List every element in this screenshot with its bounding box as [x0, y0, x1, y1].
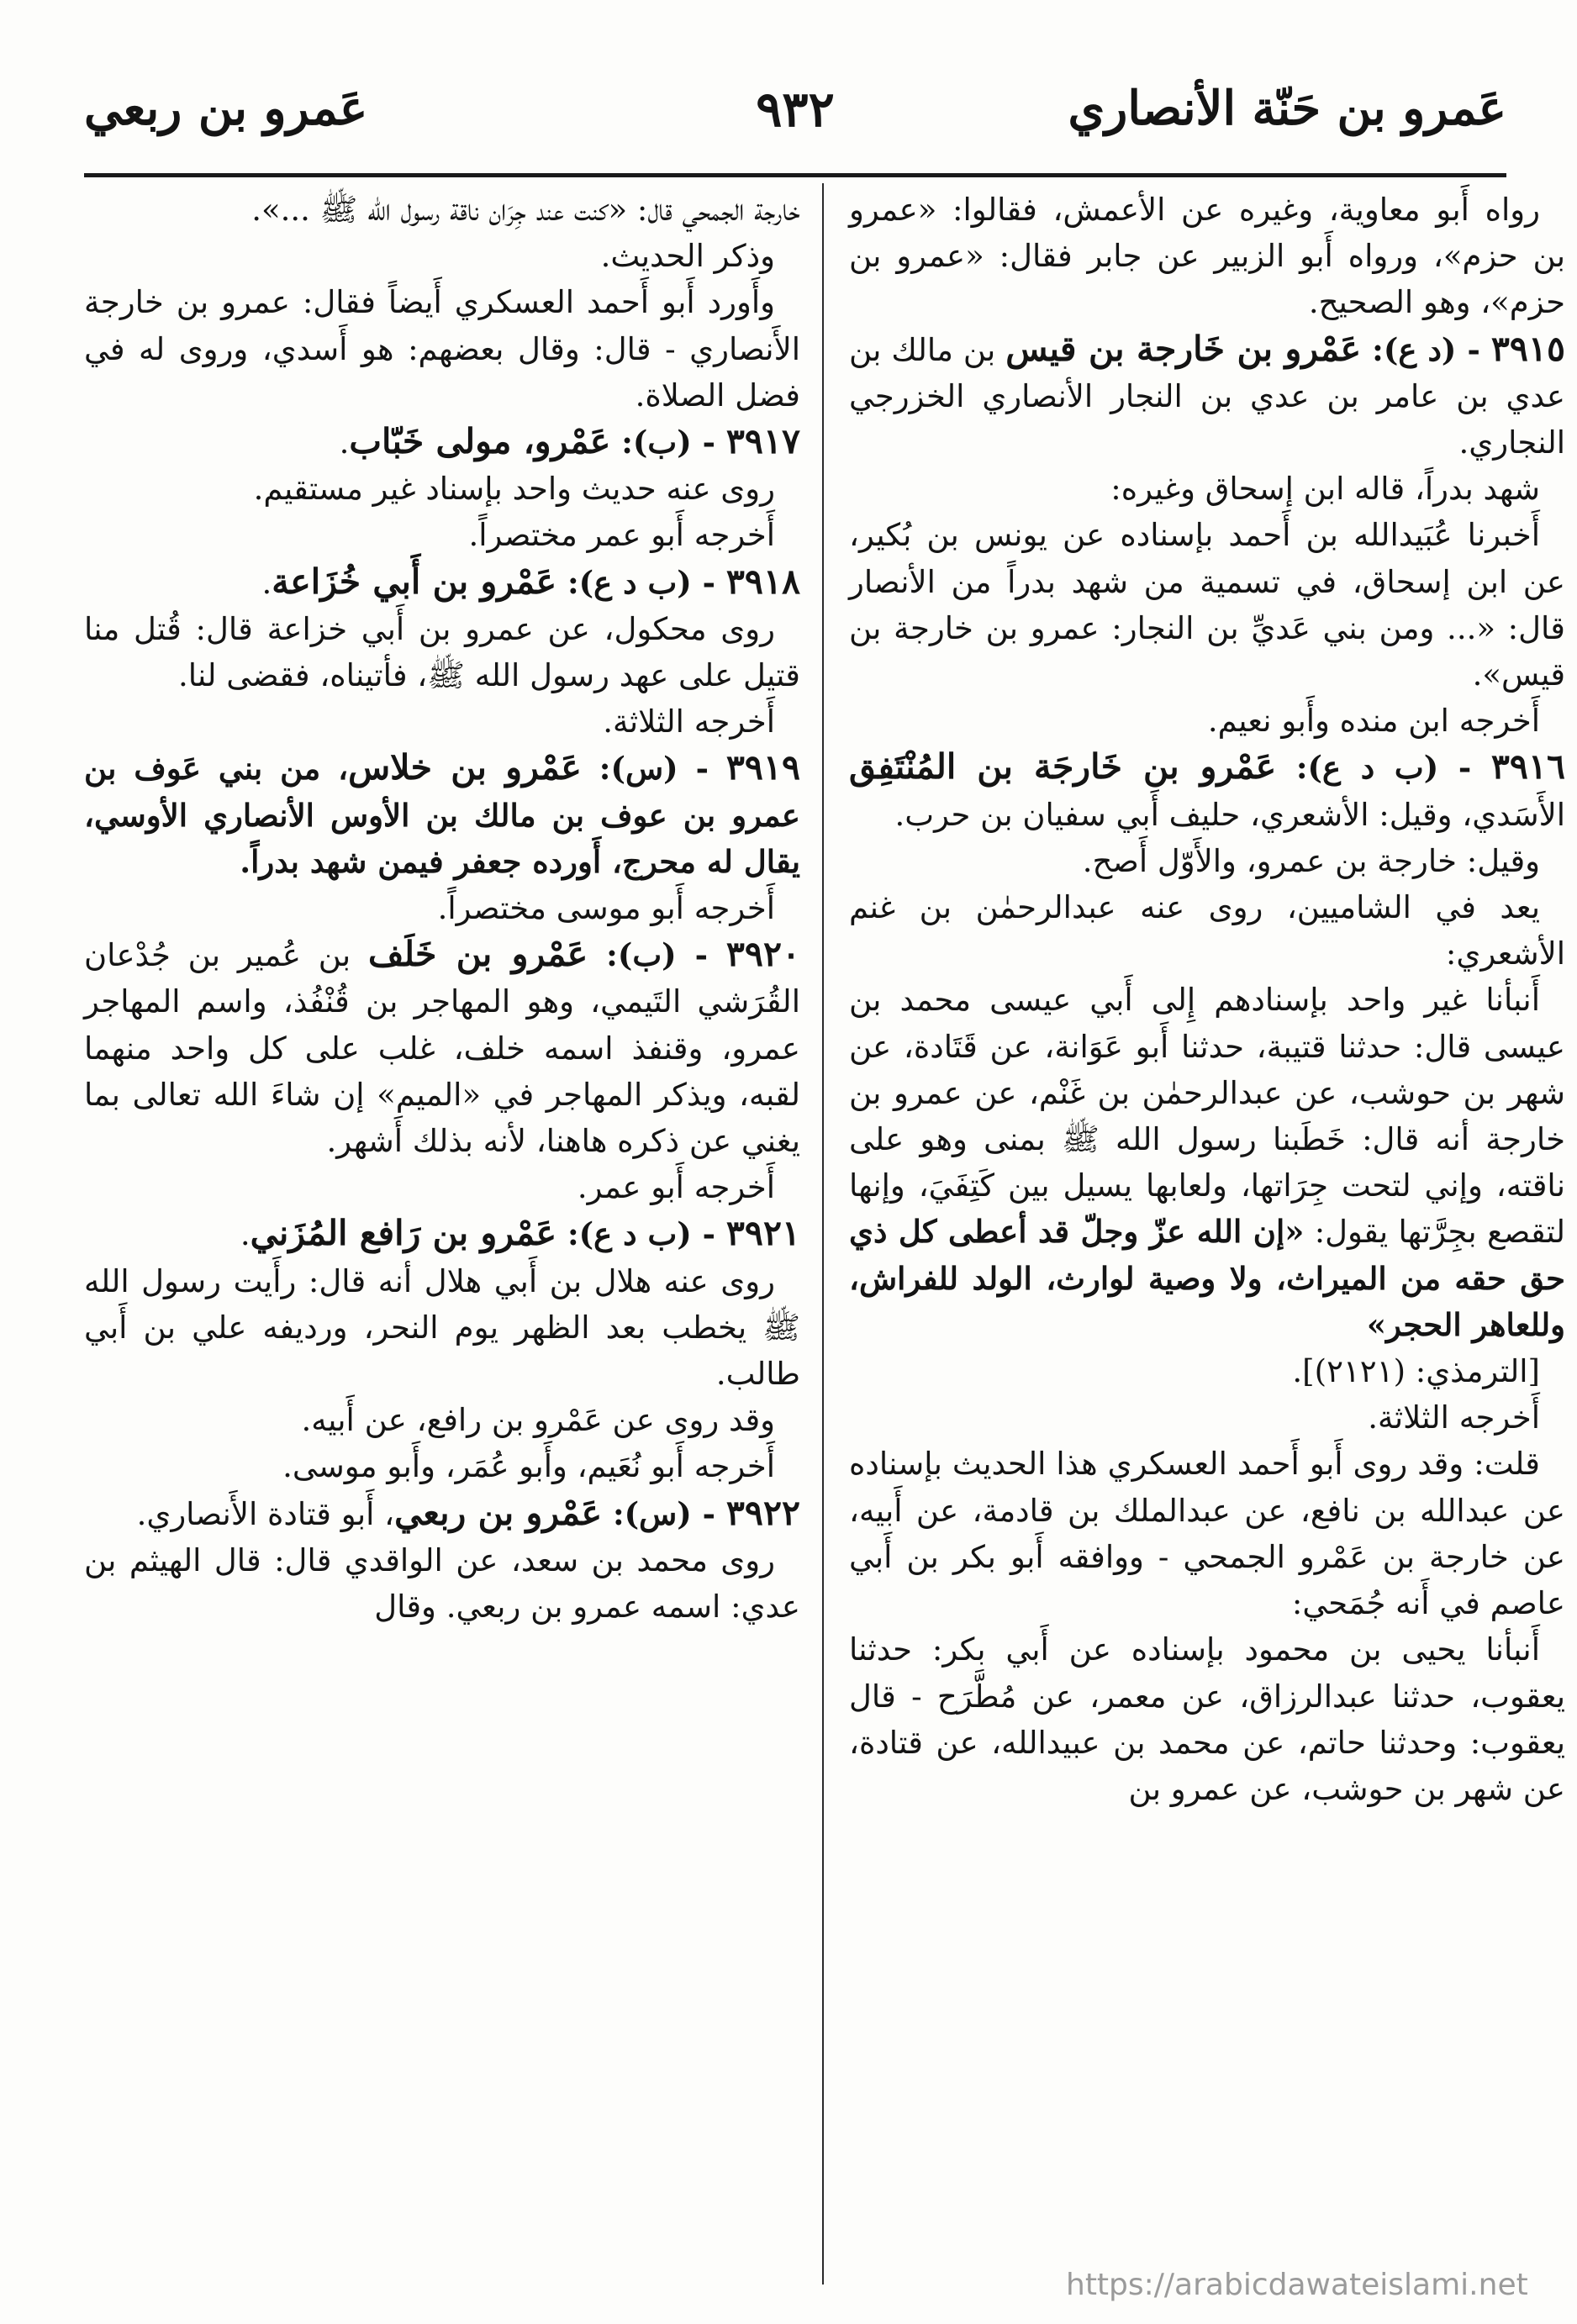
entry-name: عَمْرو بن أَبي خُزَاعة — [272, 561, 557, 602]
paragraph: شهد بدراً، قاله ابن إسحاق وغيره: — [1110, 471, 1540, 508]
entry-text: ، من بني عَوف بن عمرو بن عوف بن مالك بن الأوس الأنصاري الأوسي، يقال له محرج، أَورده جعفر فيمن شهد بدراً. — [84, 750, 800, 880]
entry-name: عَمْرو بن خَارجة بن قيس — [1005, 328, 1362, 369]
entry-tag: - (س): — [581, 750, 726, 788]
paragraph: روى عنه حديث واحد بإسناد غير مستقيم. — [253, 471, 775, 508]
entry-tag: - (ب): — [610, 424, 726, 461]
entry-tag: - (د ع): — [1361, 330, 1491, 368]
paragraph: يعد في الشاميين، روى عنه عبدالرحمٰن بن غنم الأشعري: — [849, 889, 1565, 972]
entry-3921 — [84, 1210, 800, 1257]
paragraph: خارجة الجمحي قال: «كنت عند جِرَان ناقة رسول الله ﷺ ...». — [251, 192, 800, 228]
column-divider — [822, 183, 824, 2284]
paragraph: قلت: وقد روى أَبو أَحمد العسكري هذا الحديث بإسناده عن عبدالله بن نافع، عن عبدالملك بن قادمة، عن أَبيه، عن خارجة بن عَمْرو الجمحي - ووافقه أَبو بكر بن أَبي عاصم في أَنه جُمَحي: — [849, 1446, 1565, 1622]
entry-number: ٣٩١٧ — [725, 421, 800, 462]
entry-text: . — [261, 564, 272, 601]
entry-text: الأَسَدي، وقيل: الأشعري، حليف أَبي سفيان بن حرب. — [894, 796, 1565, 833]
entry-number: ٣٩١٦ — [1490, 746, 1565, 788]
header-rule — [84, 173, 1506, 177]
entry-tag: - (ب د ع): — [556, 563, 726, 601]
hadith-paragraph — [849, 977, 1565, 1348]
paragraph: رواه أَبو معاوية، وغيره عن الأعمش، فقالوا: «عمرو بن حزم»، ورواه أَبو الزبير عن جابر فقال: «عمرو بن حزم»، وهو الصحيح. — [849, 192, 1565, 321]
watermark-url: https://arabicdawateislami.net — [1066, 2268, 1528, 2302]
entry-3918 — [84, 559, 800, 606]
paragraph: وأَورد أَبو أَحمد العسكري أَيضاً فقال: عمرو بن خارجة الأَنصاري - قال: وقال بعضهم: هو أَسدي، وروى له في فضل الصلاة. — [84, 284, 800, 414]
entry-name: عَمْرو بن رَافع المُزَني — [250, 1213, 557, 1254]
entry-tag: - (ب د ع): — [1276, 749, 1491, 787]
page-header — [84, 66, 1506, 158]
entry-name: عَمْرو بن خلاس — [348, 747, 582, 788]
entry-3922 — [84, 1490, 800, 1537]
entry-name: عَمْرو، مولى خَبّاب — [349, 421, 611, 462]
entry-number: ٣٩١٨ — [725, 561, 800, 602]
entry-3919 — [84, 745, 800, 885]
entry-name: عَمْرو بن خَارجَة بن المُنْتَفِق — [849, 746, 1277, 788]
paragraph: أَخرجه أَبو عمر مختصراً. — [468, 517, 775, 554]
entry-3917 — [84, 419, 800, 466]
paragraph: وذكر الحديث. — [600, 238, 775, 275]
entry-number: ٣٩٢٠ — [725, 934, 800, 975]
hadith-text: «إن الله عزّ وجلّ قد أعطى كل ذي حق حقه من الميراث، ولا وصية لوارث، الولد للفراش، وللعاهر الحجر» — [849, 1213, 1565, 1343]
paragraph: روى محمد بن سعد، عن الواقدي قال: قال الهيثم بن عدي: اسمه عمرو بن ربعي. وقال — [84, 1541, 800, 1626]
paragraph: أَخرجه أَبو عمر. — [577, 1169, 775, 1206]
paragraph: أَخرجه ابن منده وأَبو نعيم. — [1207, 703, 1540, 740]
paragraph: أَخرجه الثلاثة. — [1368, 1399, 1540, 1436]
paragraph: وقيل: خارجة بن عمرو، والأَوّل أَصح. — [1082, 842, 1540, 879]
entry-3920 — [84, 931, 800, 1164]
entry-number: ٣٩١٩ — [725, 747, 800, 788]
entry-tag: - (ب د ع): — [556, 1215, 726, 1253]
running-title-left: عَمرو بن ربعي — [84, 81, 368, 136]
entry-name: عَمْرو بن خَلَف — [368, 934, 588, 975]
paragraph: أَخرجه أَبو نُعَيم، وأَبو عُمَر، وأَبو موسى. — [282, 1448, 775, 1485]
entry-tag: - (ب): — [588, 936, 726, 974]
left-column — [84, 187, 800, 1630]
paragraph: أَخرجه أَبو موسى مختصراً. — [437, 890, 775, 927]
paragraph: أَنبأنا يحيى بن محمود بإسناده عن أَبي بكر: حدثنا يعقوب، حدثنا عبدالرزاق، عن معمر، عن مُطَّرَح - قال يعقوب: وحدثنا حاتم، عن محمد بن عبيدالله، عن قتادة، عن شهر بن حوشب، عن عمرو بن — [849, 1631, 1565, 1807]
entry-3915 — [849, 326, 1565, 466]
entry-number: ٣٩٢٢ — [725, 1492, 800, 1533]
paragraph: روى محكول، عن عمرو بن أَبي خزاعة قال: قُتل منا قتيل على عهد رسول الله ﷺ، فأتيناه، فقضى لنا. — [84, 610, 800, 694]
hadith-chain: أَنبأنا غير واحد بإسنادهم إِلى أَبي عيسى محمد بن عيسى قال: حدثنا قتيبة، حدثنا أَبو عَوَانة، عن قَتَادة، عن شهر بن حوشب، عن عبدالرحمٰن بن غَنْم، عن عمرو بن خارجة أنه قال: خَطَبنا رسول الله ﷺ بمنى وهو على ناقته، وإني لتحت جِرَاتها، ولعابها يسيل بين كَتِفَيَ، وإنها لتقصع بجِرَّتها يقول: — [849, 982, 1565, 1251]
entry-text: بن عُمير بن جُدْعان القُرَشي التَيمي، وهو المهاجر بن قُنْفُذ، واسم المهاجر عمرو، وقنفذ اسمه خلف، غلب على كل واحد منهما لقبه، ويذكر المهاجر في «الميم» إن شاءَ الله تعالى بما يغني عن ذكره هاهنا، لأنه بذلك أَشهر. — [84, 937, 800, 1160]
entry-3916 — [849, 744, 1565, 837]
page-number: ٩٣٢ — [756, 81, 835, 138]
paragraph: روى عنه هلال بن أَبي هلال أنه قال: رأَيت رسول الله ﷺ يخطب بعد الظهر يوم النحر، ورديفه علي بن أَبي طالب. — [84, 1262, 800, 1393]
entry-text: ، أَبو قتادة الأَنصاري. — [136, 1495, 395, 1532]
entry-number: ٣٩٢١ — [725, 1213, 800, 1254]
entry-tag: - (س): — [602, 1494, 726, 1532]
citation: [الترمذي: (٢١٢١)]. — [1292, 1353, 1540, 1390]
paragraph: أَخبرنا عُبَيدالله بن أَحمد بإسناده عن يونس بن بُكير، عن ابن إسحاق، في تسمية من شهد بدراً من الأنصار قال: «... ومن بني عَديِّ بن النجار: عمرو بن خارجة بن قيس». — [849, 517, 1565, 693]
entry-text: . — [339, 424, 350, 461]
entry-text: بن مالك بن عدي بن عامر بن عدي بن النجار الأنصاري الخزرجي النجاري. — [849, 331, 1565, 461]
entry-text: . — [240, 1216, 251, 1253]
entry-name: عَمْرو بن ربعي — [394, 1492, 603, 1533]
paragraph: أَخرجه الثلاثة. — [603, 704, 775, 740]
paragraph: وقد روى عن عَمْرو بن رافع، عن أَبيه. — [301, 1402, 775, 1439]
running-title-right: عَمرو بن حَنّة الأنصاري — [1068, 81, 1506, 136]
right-column — [849, 187, 1565, 1812]
entry-number: ٣٩١٥ — [1490, 328, 1565, 369]
